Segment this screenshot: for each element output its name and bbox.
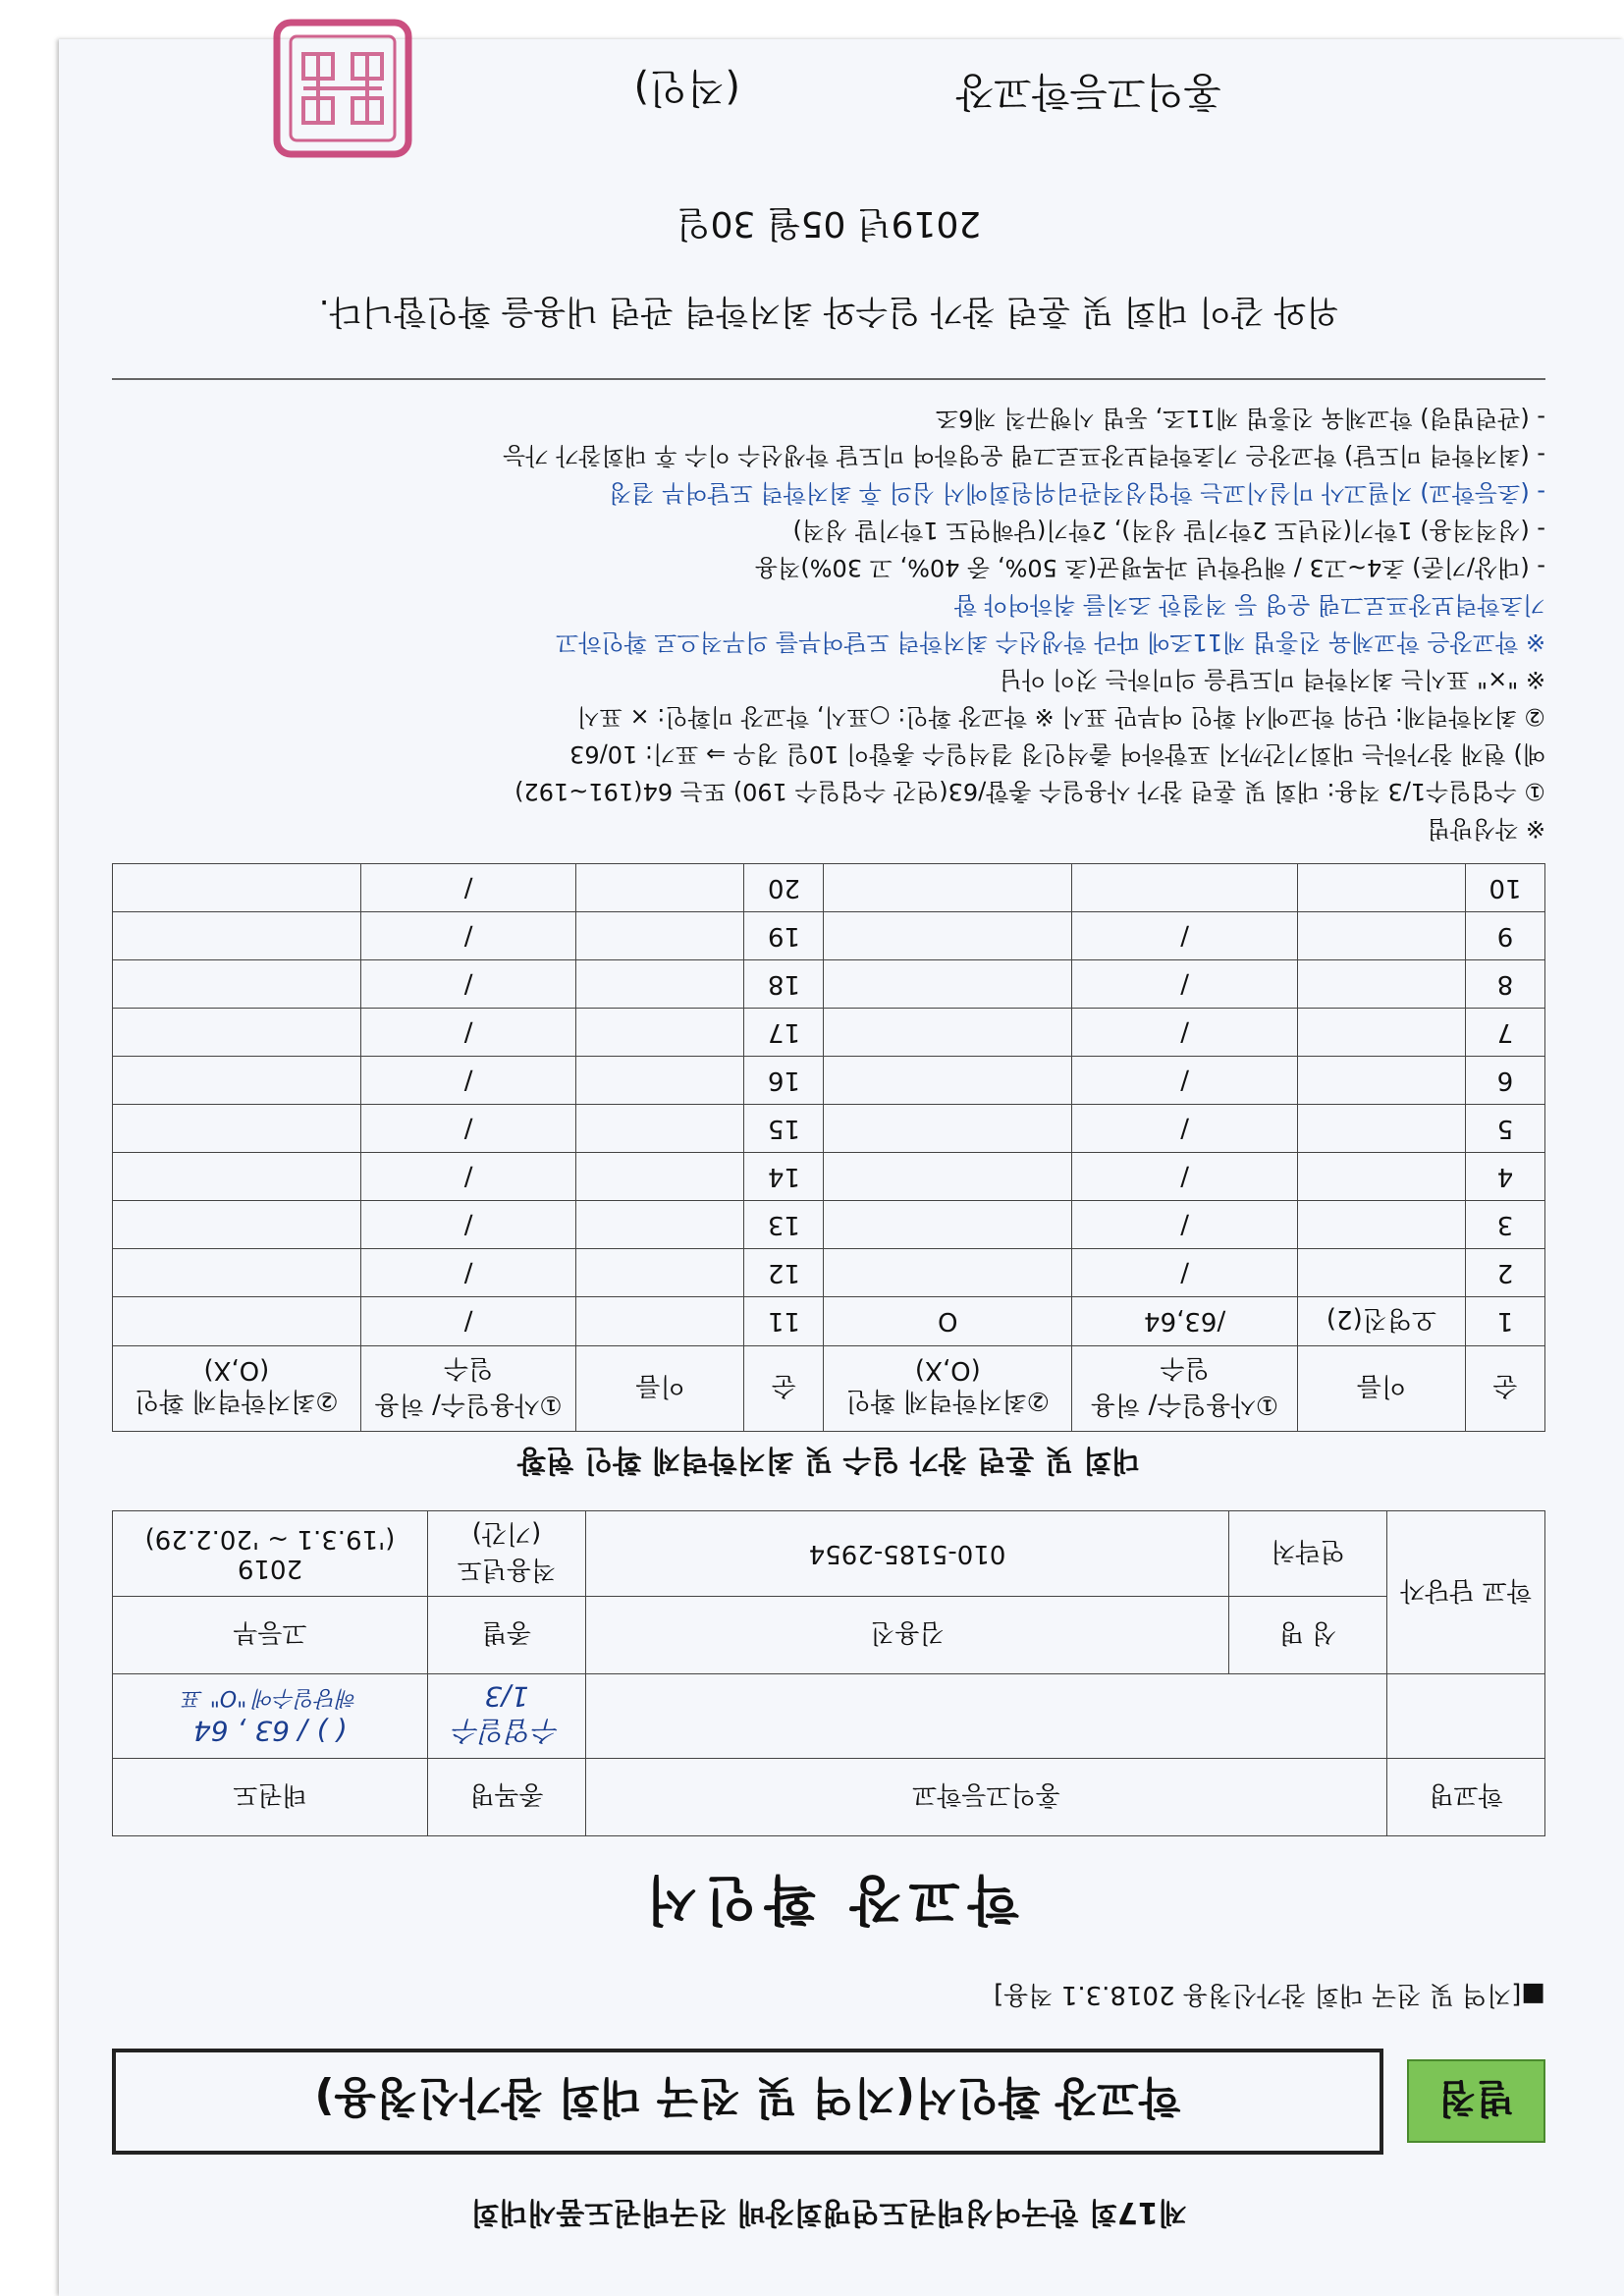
row-check — [113, 960, 361, 1009]
row-check: O — [824, 1297, 1072, 1346]
row-days: / — [360, 960, 576, 1009]
row-check — [824, 960, 1072, 1009]
row-name — [576, 1153, 744, 1201]
col-check: ②최저학력제 확인(O,X) — [113, 1346, 361, 1432]
row-check — [113, 1153, 361, 1201]
grade-value: 고등부 — [113, 1597, 428, 1674]
issue-date: 2019년 05월 30일 — [676, 203, 982, 244]
row-no: 13 — [744, 1201, 824, 1249]
row-name — [1298, 1009, 1466, 1057]
contact-value: 010-5185-2954 — [586, 1511, 1229, 1597]
row-check — [824, 1057, 1072, 1105]
row-days: / — [360, 1297, 576, 1346]
row-name — [1298, 1201, 1466, 1249]
attend-label: 수업일수 1/3 — [428, 1674, 586, 1759]
row-name — [576, 1057, 744, 1105]
guide-line: - (최저학력 미도달) 학교장은 기초학력보장프로그램 운영하여 미도달 학생선수 이수 후 대회참가 가능 — [503, 442, 1545, 469]
row-check — [113, 1249, 361, 1297]
row-check — [824, 1009, 1072, 1057]
col-no: 순 — [1466, 1346, 1545, 1432]
row-no: 17 — [744, 1009, 824, 1057]
row-no: 6 — [1466, 1057, 1545, 1105]
year-value — [113, 1511, 428, 1597]
records-table — [112, 863, 1545, 1432]
row-no: 15 — [744, 1105, 824, 1153]
row-check — [824, 1105, 1072, 1153]
row-check — [824, 864, 1072, 912]
row-no: 2 — [1466, 1249, 1545, 1297]
page-heading: 학교장 확인서 — [638, 1869, 1019, 1931]
row-no: 12 — [744, 1249, 824, 1297]
row-check — [113, 864, 361, 912]
application-note: ■[지역 및 전국 대회 참가신청용 2018.3.1 적용] — [994, 1980, 1545, 2009]
row-days: / — [1072, 1249, 1298, 1297]
guide-line: 예) 현재 참가하는 대회기간까지 포함하여 출석인정 결석일수 총합이 10일 경우 ⇒ 표기: 10/63 — [569, 740, 1545, 768]
row-days: / — [360, 1201, 576, 1249]
row-check — [113, 1297, 361, 1346]
row-days: / — [360, 912, 576, 960]
row-name — [576, 1009, 744, 1057]
signature-row — [112, 5, 1545, 162]
seal-label: (직인) — [633, 65, 740, 110]
table-row — [113, 1249, 1545, 1297]
guide-line: - (초등학교) 지필고사 미실시교는 학업성적관리위원회에서 심의 후 최저학력 도달여부 결정 — [609, 479, 1545, 507]
title-row — [112, 2049, 1545, 2155]
school-seal-stamp — [269, 15, 416, 162]
row-days: / — [360, 864, 576, 912]
empty-cell — [586, 1674, 1387, 1759]
period: ('19.3.1 ~ '20.2.29) — [144, 1524, 396, 1554]
guide-line: - (대상/기준) 초4~고3 / 해당학년 과목평균(초 50%, 중 40%, 고 30%)적용 — [754, 554, 1545, 581]
row-name — [1298, 1153, 1466, 1201]
row-no: 7 — [1466, 1009, 1545, 1057]
confirmation-statement: 위와 같이 대회 및 훈련 참가 일수와 최저학력 관련 내용을 확인합니다. — [318, 292, 1339, 331]
row-days: /63,64 — [1072, 1297, 1298, 1346]
empty-cell — [1387, 1674, 1545, 1759]
table-row — [113, 1153, 1545, 1201]
row-no: 11 — [744, 1297, 824, 1346]
event-value: 태권도 — [113, 1759, 428, 1836]
table-row — [113, 960, 1545, 1009]
row-name: 오영진(2) — [1298, 1297, 1466, 1346]
records-body — [113, 864, 1545, 1346]
guide-line: ※ 작성방법 — [1427, 815, 1545, 843]
name-label: 성 명 — [1229, 1597, 1387, 1674]
row-check — [824, 1249, 1072, 1297]
row-name — [576, 912, 744, 960]
year: 2019 — [237, 1554, 303, 1583]
row-name — [1298, 1249, 1466, 1297]
row-days: / — [1072, 1201, 1298, 1249]
row-days: / — [1072, 960, 1298, 1009]
row-no: 8 — [1466, 960, 1545, 1009]
row-check — [113, 1201, 361, 1249]
row-check — [113, 1057, 361, 1105]
row-name — [576, 1105, 744, 1153]
row-no: 10 — [1466, 864, 1545, 912]
row-check — [113, 1105, 361, 1153]
row-name — [1298, 1105, 1466, 1153]
col-check: ②최저학력제 확인(O,X) — [824, 1346, 1072, 1432]
attend-hint: 해당일수에 "O" 표 — [182, 1685, 358, 1711]
divider — [112, 378, 1545, 380]
principal-name: 홍익고등학교장 — [955, 69, 1221, 114]
row-name — [1298, 864, 1466, 912]
row-no: 1 — [1466, 1297, 1545, 1346]
document-upside-down — [59, 39, 1624, 2296]
row-check — [113, 912, 361, 960]
row-days: / — [360, 1105, 576, 1153]
row-check — [824, 1153, 1072, 1201]
row-no: 3 — [1466, 1201, 1545, 1249]
row-days — [1072, 864, 1298, 912]
school-info-table — [112, 1510, 1545, 1836]
attend-value — [113, 1674, 428, 1759]
event-label: 종목명 — [428, 1759, 586, 1836]
guide-line: ① 수업일수1/3 적용: 대회 및 훈련 참가 사용일수 총합/63(연간 수업일수 190) 또는 64(191~192) — [514, 778, 1545, 805]
grade-label: 종별 — [428, 1597, 586, 1674]
form-title: 학교장 확인서(지역 및 전국 대회 참가신청용) — [112, 2049, 1383, 2155]
row-check — [824, 1201, 1072, 1249]
row-days: / — [360, 1057, 576, 1105]
row-check — [824, 912, 1072, 960]
guide — [112, 400, 1545, 847]
guide-line: - (성적적용) 1학기(전년도 2학기말 성적), 2학기(당해연도 1학기말 성적) — [792, 517, 1545, 544]
row-days: / — [1072, 912, 1298, 960]
row-no: 4 — [1466, 1153, 1545, 1201]
row-no: 16 — [744, 1057, 824, 1105]
col-days: ①사용일수/ 허용일수 — [1072, 1346, 1298, 1432]
guide-line: 기초학력보장프로그램 운영 등 적절한 조치를 취하여야 함 — [953, 591, 1545, 619]
table-row — [113, 1201, 1545, 1249]
row-no: 14 — [744, 1153, 824, 1201]
table-row — [113, 1009, 1545, 1057]
school-value: 홍익고등학교 — [586, 1759, 1387, 1836]
table-row — [113, 912, 1545, 960]
year-label: 적용년도 (기간) — [428, 1511, 586, 1597]
row-name — [576, 1201, 744, 1249]
row-name — [576, 1249, 744, 1297]
table-row — [113, 1057, 1545, 1105]
row-days: / — [360, 1153, 576, 1201]
attend-ratio: ( ) / 63 , 64 — [193, 1715, 347, 1748]
row-name — [576, 960, 744, 1009]
row-name — [576, 864, 744, 912]
contact-label: 연락처 — [1229, 1511, 1387, 1597]
guide-line: ② 최저학력제: 단위 학교에서 확인 여부만 표시 ※ 학교장 확인: ○표시, 학교장 미확인: × 표시 — [576, 703, 1545, 731]
row-days: / — [360, 1249, 576, 1297]
col-name: 이름 — [576, 1346, 744, 1432]
row-no: 5 — [1466, 1105, 1545, 1153]
guide-line: - (관련법령) 학교체육 진흥법 제11조, 동법 시행규칙 제6조 — [935, 405, 1545, 432]
record-title: 대회 및 훈련 참가 일수 및 최저학력제 확인 현황 — [516, 1443, 1141, 1477]
attachment-badge: 별첨 — [1407, 2060, 1545, 2144]
table-row — [113, 864, 1545, 912]
row-name — [1298, 1057, 1466, 1105]
school-label: 학교명 — [1387, 1759, 1545, 1836]
row-name — [576, 1297, 744, 1346]
manager-label: 학교 담당자 — [1387, 1511, 1545, 1674]
name-value: 김용진 — [586, 1597, 1229, 1674]
col-name: 이름 — [1298, 1346, 1466, 1432]
row-days: / — [1072, 1105, 1298, 1153]
row-check — [113, 1009, 361, 1057]
col-no: 순 — [744, 1346, 824, 1432]
row-days: / — [1072, 1009, 1298, 1057]
contest-title: 제17회 한국여성태권도연맹회장배 전국태권도품새대회 — [470, 2195, 1187, 2229]
table-row — [113, 1297, 1545, 1346]
col-days: ①사용일수/ 허용일수 — [360, 1346, 576, 1432]
guide-line: ※ "×" 표시는 최저학력 미도달을 의미하는 것이 아님 — [999, 666, 1545, 693]
row-name — [1298, 912, 1466, 960]
row-no: 19 — [744, 912, 824, 960]
table-row — [113, 1105, 1545, 1153]
guide-line: ※ 학교장은 학교체육 진흥법 제11조에 따라 학생선수 최저학력 도달여부를 의무적으로 확인하고 — [556, 629, 1545, 656]
row-name — [1298, 960, 1466, 1009]
row-days: / — [1072, 1057, 1298, 1105]
row-no: 20 — [744, 864, 824, 912]
row-no: 9 — [1466, 912, 1545, 960]
row-no: 18 — [744, 960, 824, 1009]
row-days: / — [1072, 1153, 1298, 1201]
row-days: / — [360, 1009, 576, 1057]
